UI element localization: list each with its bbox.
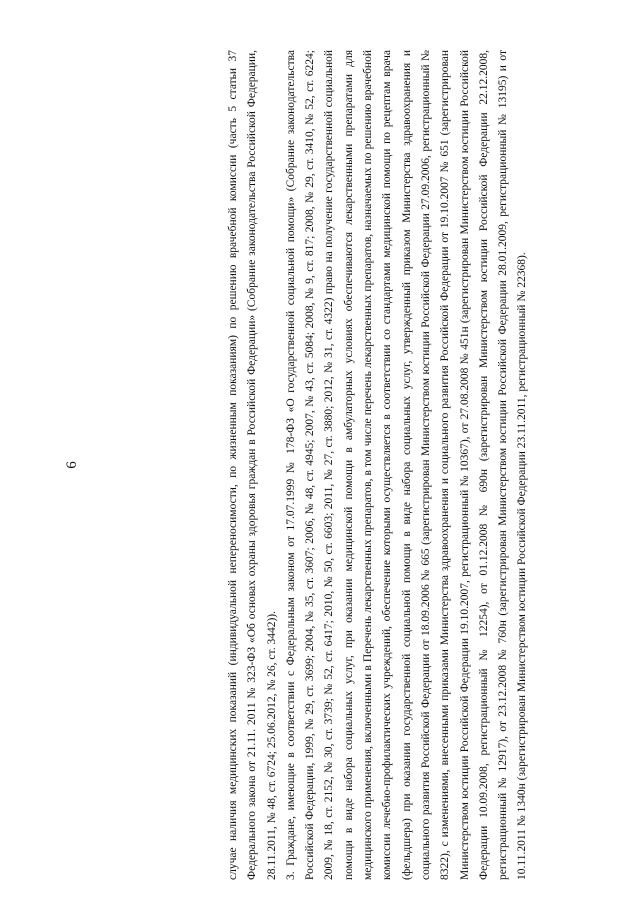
body-text — [224, 50, 533, 880]
paragraph-item-3: 3. Граждане, имеющие в соответствии с Федеральным законом от 17.07.1999 № 178-ФЗ «О государственной социальной помощи» (Собрание законодательства Российской Федерации, 1999, № 29, ст. 3699; 2004, № 35, ст. 3607; 2006, № 48, ст. 4945; 2007, № 43, ст. 5084; 2008, № 9, ст. 817; 2008, № 29, ст. 3410, № 52, ст. 6224; 2009, № 18, ст. 2152, № 30, ст. 3739; № 52, ст. 6417; 2010, № 50, ст. 6603; 2011, № 27, ст. 3880; 2012, № 31, ст. 4322) право на получение государственной социальной помощи в виде набора социальных услуг, при оказании медицинской помощи в амбулаторных условиях обеспечиваются лекарственными препаратами для медицинского применения, включенными в Перечень лекарственных препаратов, в том числе перечень лекарственных препаратов, назначаемых по решению врачебной комиссии лечебно-профилактических учреждений, обеспечение которыми осуществляется в соответствии со стандартами медицинской помощи по рецептам врача (фельдшера) при оказании государственной социальной помощи в виде набора социальных услуг, утвержденный приказом Министерства здравоохранения и социального развития Российской Федерации от 18.09.2006 № 665 (зарегистрирован Министерством юстиции Российской Федерации 27.09.2006, регистрационный № 8322), с изменениями, внесенными приказами Министерства здравоохранения и социального развития Российской Федерации от 19.10.2007 № 651 (зарегистрирован Министерством юстиции Российской Федерации 19.10.2007, регистрационный № 10367), от 27.08.2008 № 451н (зарегистрирован Министерством юстиции Российской Федерации 10.09.2008, регистрационный № 12254), от 01.12.2008 № 690н (зарегистрирован Министерством юстиции Российской Федерации 22.12.2008, регистрационный № 12917), от 23.12.2008 № 760н (зарегистрирован Министерством юстиции Российской Федерации 28.01.2009, регистрационный № 13195) и от 10.11.2011 № 1340н (зарегистрирован Министерством юстиции Российской Федерации 23.11.2011, регистрационный № 22368). — [284, 50, 529, 880]
page-number: 6 — [64, 461, 80, 469]
rotated-content — [62, 50, 533, 880]
paragraph-continuation: случае наличия медицинских показаний (индивидуальной непереносимости, по жизненным показаниям) по решению врачебной комиссии (часть 5 статьи 37 Федерального закона от 21.11. 2011 № 323-ФЗ «Об основах охраны здоровья граждан в Российской Федерации» (Собрание законодательства Российской Федерации, 28.11.2011, № 48, ст. 6724; 25.06.2012, № 26, ст. 3442)). — [227, 50, 278, 880]
